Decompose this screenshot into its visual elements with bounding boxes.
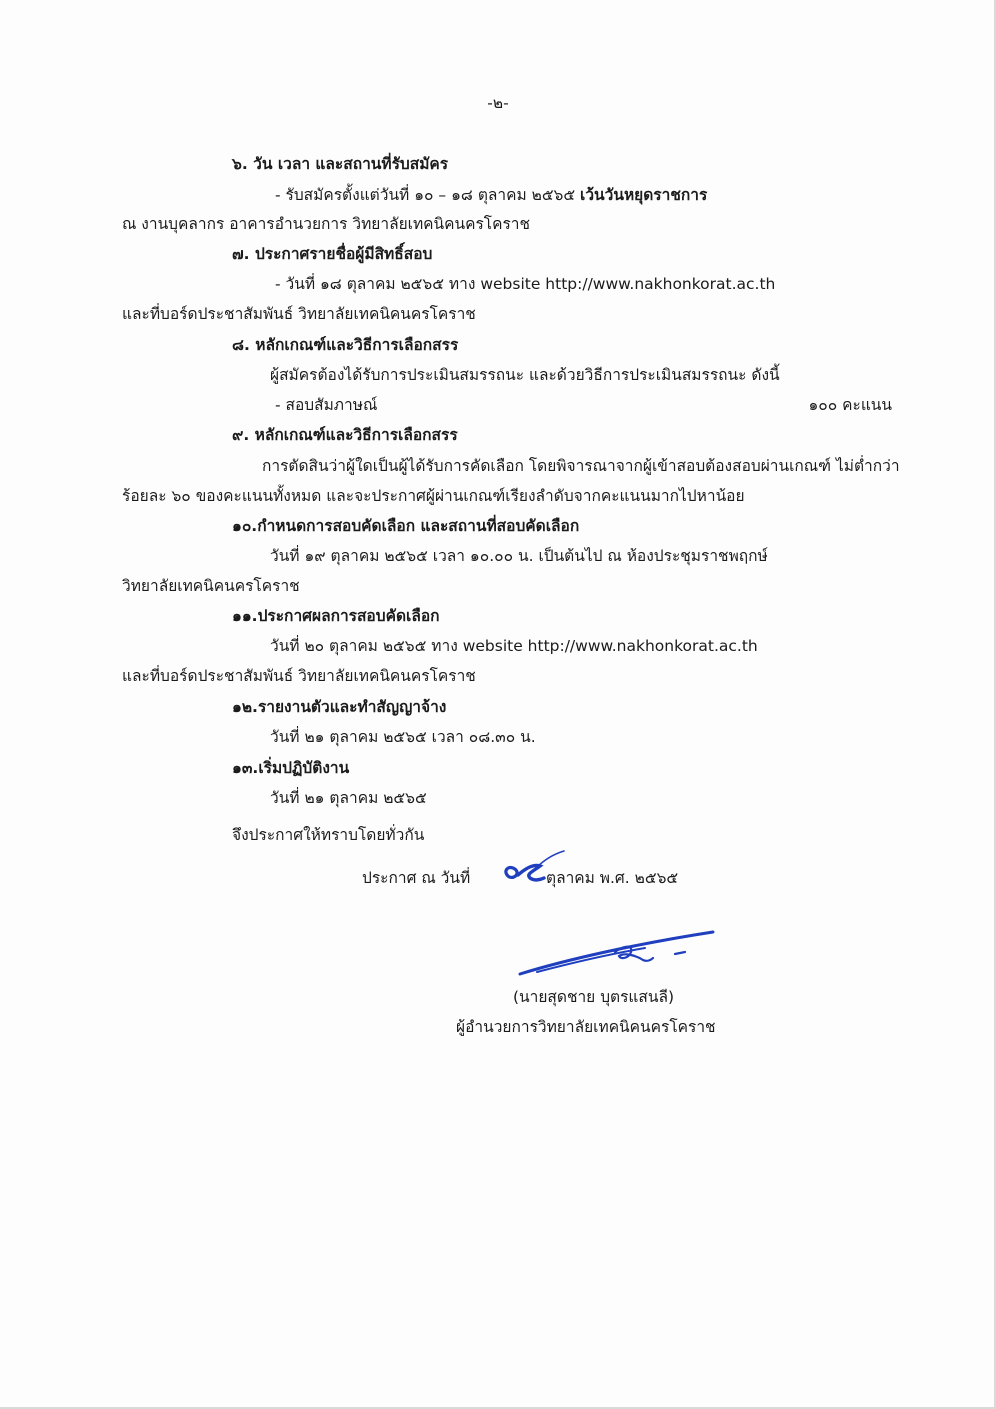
section-6-bullet-text: - รับสมัครตั้งแต่วันที่ ๑๐ – ๑๘ ตุลาคม ๒๕๖๕	[275, 186, 581, 204]
section-13-line-1: วันที่ ๒๑ ตุลาคม ๒๕๖๕	[270, 789, 427, 807]
page-number: -๒-	[487, 94, 509, 112]
announce-date-prefix: ประกาศ ณ วันที่	[362, 869, 471, 887]
section-11-heading: ๑๑.ประกาศผลการสอบคัดเลือก	[232, 607, 440, 625]
section-8-intro: ผู้สมัครต้องได้รับการประเมินสมรรถนะ และด้วยวิธีการประเมินสมรรถนะ ดังนี้	[270, 366, 780, 384]
handwritten-signature	[515, 922, 720, 982]
section-11-line-1: วันที่ ๒๐ ตุลาคม ๒๕๖๕ ทาง website http://www.nakhonkorat.ac.th	[270, 637, 758, 655]
section-9-heading: ๙. หลักเกณฑ์และวิธีการเลือกสรร	[232, 426, 458, 444]
section-11-line-2: และที่บอร์ดประชาสัมพันธ์ วิทยาลัยเทคนิคนครโคราช	[122, 667, 476, 685]
section-6-heading: ๖. วัน เวลา และสถานที่รับสมัคร	[232, 155, 449, 173]
section-12-heading: ๑๒.รายงานตัวและทำสัญญาจ้าง	[232, 698, 447, 716]
section-13-heading: ๑๓.เริ่มปฏิบัติงาน	[232, 759, 350, 777]
section-8-heading: ๘. หลักเกณฑ์และวิธีการเลือกสรร	[232, 336, 459, 354]
signatory-position: ผู้อำนวยการวิทยาลัยเทคนิคนครโคราช	[456, 1018, 716, 1036]
section-6-continuation: ณ งานบุคลากร อาคารอำนวยการ วิทยาลัยเทคนิคนครโคราช	[122, 215, 531, 233]
section-6-bullet	[275, 184, 707, 206]
section-10-line-1: วันที่ ๑๙ ตุลาคม ๒๕๖๕ เวลา ๑๐.๐๐ น. เป็นต้นไป ณ ห้องประชุมราชพฤกษ์	[270, 547, 768, 565]
section-12-line-1: วันที่ ๒๑ ตุลาคม ๒๕๖๕ เวลา ๐๘.๓๐ น.	[270, 728, 536, 746]
signatory-name: (นายสุดชาย บุตรแสนลี)	[513, 988, 675, 1006]
closing-notice: จึงประกาศให้ทราบโดยทั่วกัน	[232, 826, 425, 844]
section-7-continuation: และที่บอร์ดประชาสัมพันธ์ วิทยาลัยเทคนิคนครโคราช	[122, 305, 476, 323]
section-7-heading: ๗. ประกาศรายชื่อผู้มีสิทธิ์สอบ	[232, 245, 433, 263]
section-8-item-score: ๑๐๐ คะแนน	[808, 396, 892, 414]
section-6-bullet-emphasis: เว้นวันหยุดราชการ	[580, 186, 708, 204]
section-10-heading: ๑๐.กำหนดการสอบคัดเลือก และสถานที่สอบคัดเลือก	[232, 517, 580, 535]
section-7-bullet: - วันที่ ๑๘ ตุลาคม ๒๕๖๕ ทาง website http://www.nakhonkorat.ac.th	[275, 275, 776, 293]
announce-date-suffix: ตุลาคม พ.ศ. ๒๕๖๕	[546, 869, 679, 887]
section-9-line-2: ร้อยละ ๖๐ ของคะแนนทั้งหมด และจะประกาศผู้ผ่านเกณฑ์เรียงลำดับจากคะแนนมากไปหาน้อย	[122, 487, 745, 505]
section-8-item-label: - สอบสัมภาษณ์	[275, 396, 378, 414]
section-10-line-2: วิทยาลัยเทคนิคนครโคราช	[122, 577, 300, 595]
section-9-line-1: การตัดสินว่าผู้ใดเป็นผู้ได้รับการคัดเลือก โดยพิจารณาจากผู้เข้าสอบต้องสอบผ่านเกณฑ์ ไม่ต่ำกว่า	[262, 457, 900, 475]
